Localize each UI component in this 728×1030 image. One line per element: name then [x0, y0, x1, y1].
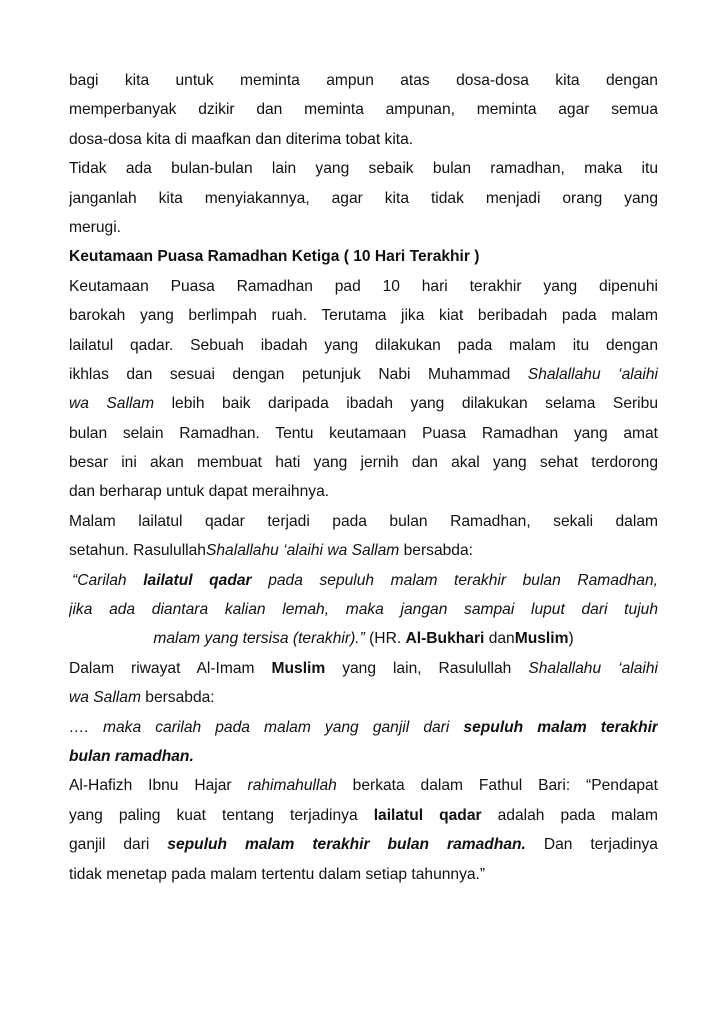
text-line — [69, 536, 658, 565]
document-page — [69, 66, 658, 889]
section-heading: Keutamaan Puasa Ramadhan Ketiga ( 10 Hari Terakhir ) — [69, 248, 480, 266]
text-line — [69, 683, 658, 712]
text-segment: Al-Hafizh Ibnu Hajar — [69, 777, 248, 795]
paragraph-riwayat-muslim — [69, 654, 658, 713]
quote-segment: malam yang tersisa (terakhir).” — [153, 630, 365, 648]
text-segment: bersabda: — [140, 689, 215, 707]
quote-emphasis: bulan ramadhan. — [69, 747, 194, 765]
text-segment: Dan terjadinya — [543, 836, 658, 854]
text-segment: yang lain, Rasulullah — [342, 659, 512, 677]
quote-segment: pada sepuluh malam terakhir bulan Ramadhan, — [251, 571, 658, 589]
text-line — [69, 595, 658, 624]
text-line — [69, 801, 658, 830]
citation-source: Muslim — [514, 630, 569, 648]
text-line: lailatul qadar. Sebuah ibadah yang dilakukan pada malam itu dengan — [69, 336, 658, 354]
citation-source: Al-Bukhari — [405, 630, 485, 648]
text-line — [69, 624, 658, 653]
citation-segment: (HR. — [364, 630, 406, 648]
text-segment: adalah pada malam — [497, 806, 658, 824]
text-segment: bersabda: — [399, 542, 473, 560]
paragraph-ramadhan-exhortation — [69, 154, 658, 242]
honorific-italic: wa Sallam — [69, 689, 141, 707]
paragraph-lailatul-qadar — [69, 507, 658, 566]
quote-segment: jika ada diantara kalian lemah, maka jangan sampai luput dari tujuh — [69, 601, 658, 619]
text-line: merugi. — [69, 218, 121, 236]
honorific-italic: rahimahullah — [247, 777, 337, 795]
text-line — [69, 654, 658, 683]
text-line: dosa-dosa kita di maafkan dan diterima tobat kita. — [69, 130, 414, 148]
text-segment: ikhlas dan sesuai dengan petunjuk Nabi Muhammad — [69, 365, 511, 383]
text-line: tidak menetap pada malam tertentu dalam setiap tahunnya.” — [69, 865, 486, 883]
text-line — [69, 389, 658, 418]
text-line — [69, 360, 658, 389]
citation-segment: dan — [484, 630, 515, 648]
citation-segment: ) — [568, 630, 574, 648]
emphasis-bold: lailatul qadar — [373, 806, 482, 824]
quote-emphasis: sepuluh malam terakhir bulan ramadhan. — [167, 836, 526, 854]
hadith-quote-2 — [69, 713, 658, 772]
honorific-italic: wa Sallam — [69, 395, 155, 413]
text-line — [69, 830, 658, 859]
quote-segment: “Carilah — [72, 571, 144, 589]
text-line: dan berharap untuk dapat meraihnya. — [69, 483, 330, 501]
text-line: memperbanyak dzikir dan meminta ampunan, meminta agar semua — [69, 101, 658, 119]
text-segment: berkata dalam Fathul Bari: “Pendapat — [336, 777, 658, 795]
paragraph-ibnu-hajar — [69, 771, 658, 889]
text-line — [69, 566, 658, 595]
text-line: barokah yang berlimpah ruah. Terutama jika kiat beribadah pada malam — [69, 307, 658, 325]
hadith-quote-1 — [69, 566, 658, 654]
text-line — [69, 713, 658, 742]
honorific-italic: Shalallahu ‘alaihi — [527, 365, 658, 383]
text-line: bagi kita untuk meminta ampun atas dosa-dosa kita dengan — [69, 72, 658, 89]
text-segment: lebih baik daripada ibadah yang dilakukan selama Seribu — [171, 395, 658, 413]
narrator-name: Muslim — [271, 659, 326, 677]
paragraph-closing-prayer — [69, 66, 658, 154]
text-line: bulan selain Ramadhan. Tentu keutamaan Puasa Ramadhan yang amat — [69, 424, 658, 442]
text-line — [69, 771, 658, 800]
text-line: besar ini akan membuat hati yang jernih dan akal yang sehat terdorong — [69, 454, 658, 472]
quote-segment: …. maka carilah pada malam yang ganjil dari — [69, 718, 450, 736]
text-line: Malam lailatul qadar terjadi pada bulan Ramadhan, sekali dalam — [69, 512, 658, 530]
text-line: janganlah kita menyiakannya, agar kita tidak menjadi orang yang — [69, 189, 658, 207]
text-line: Tidak ada bulan-bulan lain yang sebaik bulan ramadhan, maka itu — [69, 160, 658, 178]
text-segment: setahun. Rasulullah — [69, 542, 206, 560]
text-segment: yang paling kuat tentang terjadinya — [69, 806, 358, 824]
honorific-italic: Shalallahu ‘alaihi wa Sallam — [205, 542, 400, 560]
paragraph-keutamaan — [69, 272, 658, 507]
text-segment: Dalam riwayat Al-Imam — [69, 659, 255, 677]
text-segment: ganjil dari — [69, 836, 150, 854]
quote-emphasis: lailatul qadar — [143, 571, 252, 589]
text-line: Keutamaan Puasa Ramadhan pad 10 hari terakhir yang dipenuhi — [69, 277, 658, 295]
text-line — [69, 742, 658, 771]
honorific-italic: Shalallahu ‘alaihi — [528, 659, 658, 677]
quote-emphasis: sepuluh malam terakhir — [463, 718, 658, 736]
